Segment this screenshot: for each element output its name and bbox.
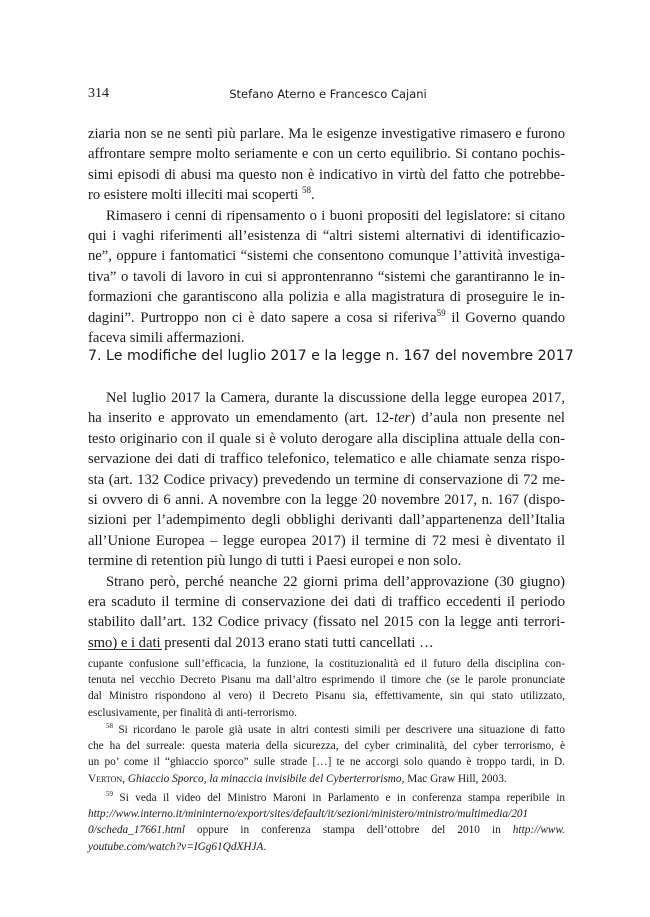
text-line: simi episodi di abusi ma questo non è indicativo in virtù del fatto che potrebbe- [88, 166, 565, 183]
footnote-line: tenuta nel vecchio Decreto Pisanu ma dall’altro esprimendo il timore che (se le parole pronunciate [88, 674, 565, 687]
text-line: testo originario con il quale si è voluto derogare alla disciplina attuale della con- [88, 430, 565, 447]
text-line: sta (art. 132 Codice privacy) prevedendo un termine di conservazione di 72 me- [88, 471, 565, 488]
page-number: 314 [88, 86, 109, 101]
footnote-59 [88, 790, 565, 855]
footnote-title: Ghiaccio Sporco, la minaccia invisibile del Cyberterrorismo [127, 772, 402, 785]
footnote-58 [88, 722, 565, 787]
text-line: era scaduto il termine di conservazione dei dati di traffico eccedenti il periodo [88, 593, 565, 610]
footnote-line: $^{59}$ Si veda il video del Ministro Maroni in Parlamento e in conferenza stampa reperibile in [106, 790, 565, 804]
text-line: formazioni che garantiscono alla polizia e alla magistratura di proseguire le in- [88, 289, 565, 306]
paragraph-4 [88, 572, 565, 654]
text-line: qui i vaghi riferimenti all’esistenza di “altri sistemi alternativi di identificazio- [88, 227, 565, 244]
footnote-separator [88, 649, 162, 650]
footnote-line: youtube.com/watch?v=IGg61QdXHJA. [88, 840, 267, 853]
text-line: termine di retention più lungo di tutti i Paesi europei e non solo. [88, 553, 462, 570]
text-line: dagini”. Purtroppo non ci è dato sapere a cosa si riferiva$^{59}$ il Governo quando [88, 307, 565, 326]
text-line: faceva simili affermazioni. [88, 329, 245, 346]
footnote-number: 58 [106, 722, 113, 731]
footnote-ref-59: 59 [436, 307, 446, 318]
text-line: ne”, oppure i fantomatici “sistemi che consentono comunque l’attività investiga- [88, 248, 565, 265]
footnote-line [88, 806, 565, 822]
footnote-continuation [88, 656, 565, 721]
footnote-line: $^{58}$ Si ricordano le parole già usate in altri contesti simili per descrivere una situazione di fatto [106, 722, 565, 736]
text-line: Strano però, perché neanche 22 giorni prima dell’approvazione (30 giugno) [106, 573, 565, 590]
paragraph-3 [88, 388, 565, 572]
text-line: Nel luglio 2017 la Camera, durante la discussione della legge europea 2017, [106, 390, 565, 406]
text-line: affrontare sempre molto seriamente e con un certo equilibrio. Si contano pochis- [88, 146, 565, 163]
footnote-line: che ha del surreale: questa materia della sicurezza, del cyber criminalità, del cyber terrorismo, è [88, 740, 565, 753]
page-header [88, 86, 568, 104]
paragraph-2 [88, 206, 565, 349]
text-line: ro esistere molti illeciti mai scoperti $^{58}$. [88, 185, 315, 204]
text-line: Rimasero i cenni di ripensamento o i buoni propositi del legislatore: si citano [106, 207, 565, 224]
footnote-ref-58: 58 [301, 185, 312, 196]
footnote-line: Verton, Ghiaccio Sporco, la minaccia invisibile del Cyberterrorismo, Mac Graw Hill, 2003. [88, 772, 507, 785]
footnote-link[interactable]: youtube.com/watch?v=IGg61QdXHJA [88, 840, 264, 853]
text-line: sizioni per l’adempimento degli obblighi derivanti dall’appartenenza dell’Italia [88, 512, 565, 529]
text-line: ziaria non se ne sentì più parlare. Ma le esigenze investigative rimasero e furono [88, 126, 565, 142]
footnote-number: 59 [106, 790, 113, 799]
footnote-line: esclusivamente, per finalità di anti-terrorismo. [88, 706, 297, 719]
footnote-link[interactable]: 0/scheda_17661.html [88, 824, 185, 837]
section-heading: 7. Le modifiche del luglio 2017 e la legge n. 167 del novembre 2017 [88, 348, 574, 364]
footnote-link[interactable]: http://www.interno.it/mininterno/export/sites/default/it/sezioni/ministero/ministro/multimedia/201 [88, 808, 529, 821]
text-line: all’Unione Europea – legge europea 2017) il termine di 72 mesi è diventato il [88, 532, 565, 549]
text-line: ha inserito e approvato un emendamento (art. 12-ter) d’aula non presente nel [88, 410, 565, 427]
footnote-link[interactable]: http://www. [512, 824, 565, 837]
running-head: Stefano Aterno e Francesco Cajani [229, 87, 427, 101]
text-line: si ovvero di 6 anni. A novembre con la legge 20 novembre 2017, n. 167 (dispo- [88, 491, 565, 508]
paragraph-1 [88, 124, 565, 206]
footnote-line: dal Ministro rispondono al vero) il Decreto Pisanu sia, effettivamente, sin qui stato utilizzato, [88, 690, 565, 703]
footnote-line: un po’ come il “ghiaccio sporco” sulle strade […] te ne accorgi solo quando è troppo tardi, in D. [88, 756, 565, 769]
text-line: servazione dei dati di traffico telefonico, telematico e alle chiamate senza rispo- [88, 451, 565, 468]
text-line: smo) e i dati presenti dal 2013 erano stati tutti cancellati … [88, 634, 434, 651]
text-line: tiva” o tavoli di lavoro in cui si approntenranno “sistemi che garantiranno le in- [88, 268, 565, 285]
footnote-line: cupante confusione sull’efficacia, la funzione, la costituzionalità ed il futuro della disciplina con- [88, 658, 565, 670]
text-line: stabilito dall’art. 132 Codice privacy (fissato nel 2015 con la legge anti terrori- [88, 614, 565, 631]
footnote-line: 0/scheda_17661.html oppure in conferenza stampa dell’ottobre del 2010 in http://www. [88, 824, 565, 837]
footnote-author: Verton [88, 772, 123, 785]
